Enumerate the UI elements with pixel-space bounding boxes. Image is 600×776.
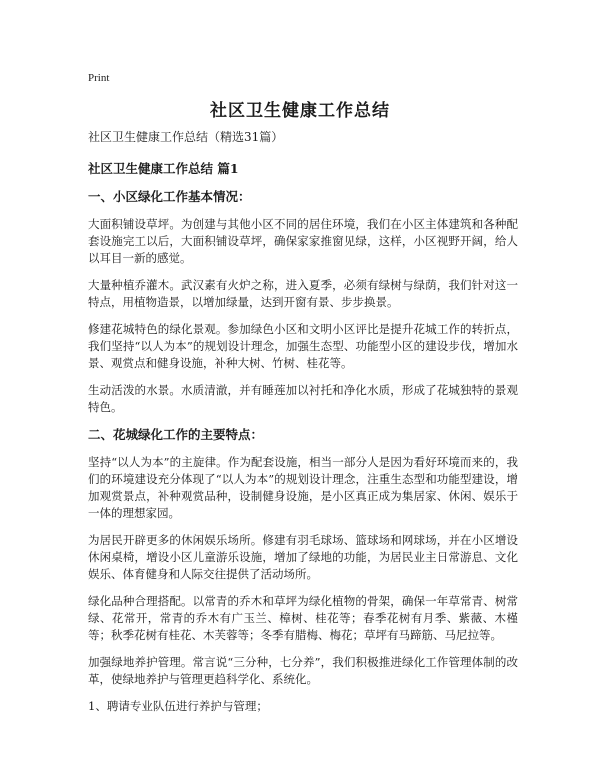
paragraph: 生动活泼的水景。水质清澈，并有睡莲加以衬托和净化水质，形成了花城独特的景观特色。 [88,383,518,414]
paragraph: 大量种植乔灌木。武汉素有火炉之称，进入夏季，必须有绿树与绿荫，我们针对这一特点，用植物造景，以增加绿量，达到开窗有景、步步换景。 [88,278,518,309]
section-heading-2: 二、花城绿化工作的主要特点： [88,427,264,442]
paragraph: 大面积铺设草坪。为创建与其他小区不同的居住环境，我们在小区主体建筑和各种配套设施完工以后，大面积铺设草坪，确保家家推窗见绿，这样，小区视野开阔，给人以耳目一新的感觉。 [88,217,518,265]
list-item: 1、聘请专业队伍进行养护与管理； [88,699,268,713]
page-title: 社区卫生健康工作总结 [210,101,390,121]
paragraph: 加强绿地养护管理。常言说“三分种，七分养”，我们积极推进绿化工作管理体制的改革，使绿地养护与管理更趋科学化、系统化。 [88,655,518,686]
document-body [88,128,518,715]
paragraph: 绿化品种合理搭配。以常青的乔木和草坪为绿化植物的骨架，确保一年草常青、树常绿、花常开，常青的乔木有广玉兰、樟树、桂花等；春季花树有月季、紫薇、木槿等；秋季花树有桂花、木芙蓉等；冬季有腊梅、梅花；草坪有马蹄筋、马尼拉等。 [88,594,518,642]
paragraph: 坚持“以人为本”的主旋律。作为配套设施，相当一部分人是因为看好环境而来的，我们的环境建设充分体现了“以人为本”的规划设计理念，注重生态型和功能型建设，增加观赏景点，补种观赏品种，设制健身设施，是小区真正成为集居家、休闲、娱乐于一体的理想家园。 [88,455,518,520]
section-heading-1: 一、小区绿化工作基本情况： [88,189,251,204]
document-subtitle: 社区卫生健康工作总结（精选31篇） [88,130,284,144]
print-link[interactable]: Print [88,72,110,84]
article-title: 社区卫生健康工作总结 篇1 [88,161,239,176]
paragraph: 修建花城特色的绿化景观。参加绿色小区和文明小区评比是提升花城工作的转折点，我们坚持“以人为本”的规划设计理念，加强生态型、功能型小区的建设步伐，增加水景、观赏点和健身设施，补种大树、竹树、桂花等。 [88,322,518,370]
paragraph: 为居民开辟更多的休闲娱乐场所。修建有羽毛球场、篮球场和网球场，并在小区增设休闲桌椅，增设小区儿童游乐设施，增加了绿地的功能，为居民业主日常游息、文化娱乐、体育健身和人际交往提供了活动场所。 [88,533,518,581]
